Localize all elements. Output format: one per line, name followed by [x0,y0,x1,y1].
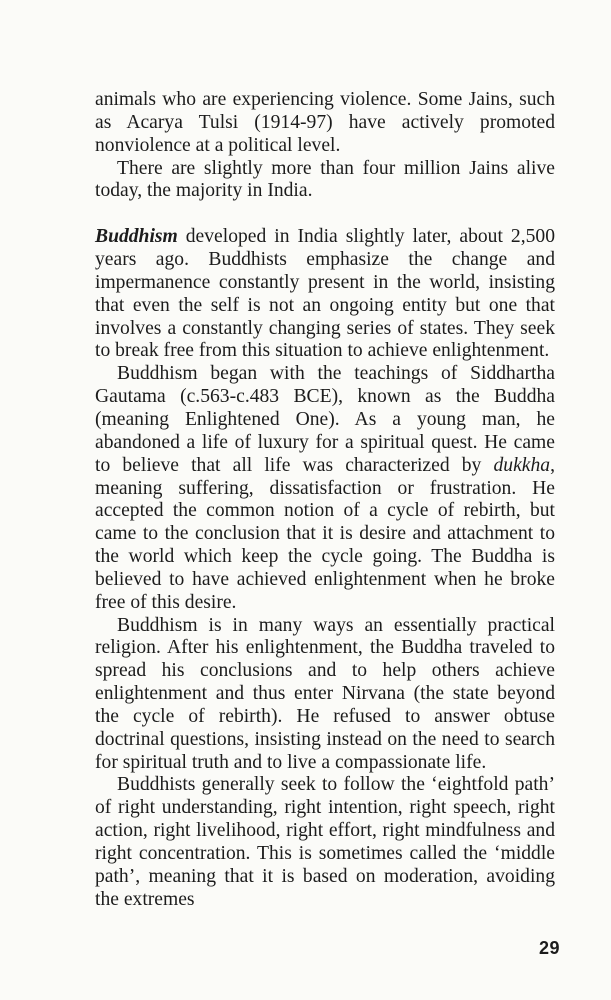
paragraph-buddha-teachings [95,363,555,614]
paragraph-buddha-teachings-after: , meaning suffering, dissatisfaction or frustration. He accepted the common notion of a cycle of rebirth, but came to the conclusion that it is desire and attachment to the world which keep the cycle going. The Buddha is believed to have achieved enlightenment when he broke free of this desire. [95,454,555,613]
paragraph-jains-nonviolence: animals who are experiencing violence. Some Jains, such as Acarya Tulsi (1914-97) have actively promoted nonviolence at a political level. [95,89,555,156]
paragraph-eightfold-path: Buddhists generally seek to follow the ‘eightfold path’ of right understanding, right intention, right speech, right action, right livelihood, right effort, right mindfulness and right concentration. This is sometimes called the ‘middle path’, meaning that it is based on moderation, avoiding the extremes [95,774,555,910]
term-buddhism: Buddhism [95,226,178,248]
paragraph-jains-population: There are slightly more than four million Jains alive today, the majority in India. [95,157,555,202]
paragraph-buddhism-intro-text: developed in India slightly later, about 2,500 years ago. Buddhists emphasize the change and impermanence constantly present in the world, insisting that even the self is not an ongoing entity but one that involves a constantly changing series of states. They seek to break free from this situation to achieve enlightenment. [95,226,555,362]
paragraph-buddhism-intro [95,226,555,363]
page-body [95,89,555,912]
term-dukkha: dukkha [493,454,551,476]
paragraph-practical-religion: Buddhism is in many ways an essentially practical religion. After his enlightenment, the Buddha traveled to spread his conclusions and to help others achieve enlightenment and thus enter Nirvana (the state beyond the cycle of rebirth). He refused to answer obtuse doctrinal questions, insisting instead on the need to search for spiritual truth and to live a compassionate life. [95,614,555,773]
page-number: 29 [538,938,560,958]
paragraph-buddha-teachings-before: Buddhism began with the teachings of Siddhartha Gautama (c.563-c.483 BCE), known as the Buddha (meaning Enlightened One). As a young man, he abandoned a life of luxury for a spiritual quest. He came to believe that all life was characterized by [95,363,555,476]
